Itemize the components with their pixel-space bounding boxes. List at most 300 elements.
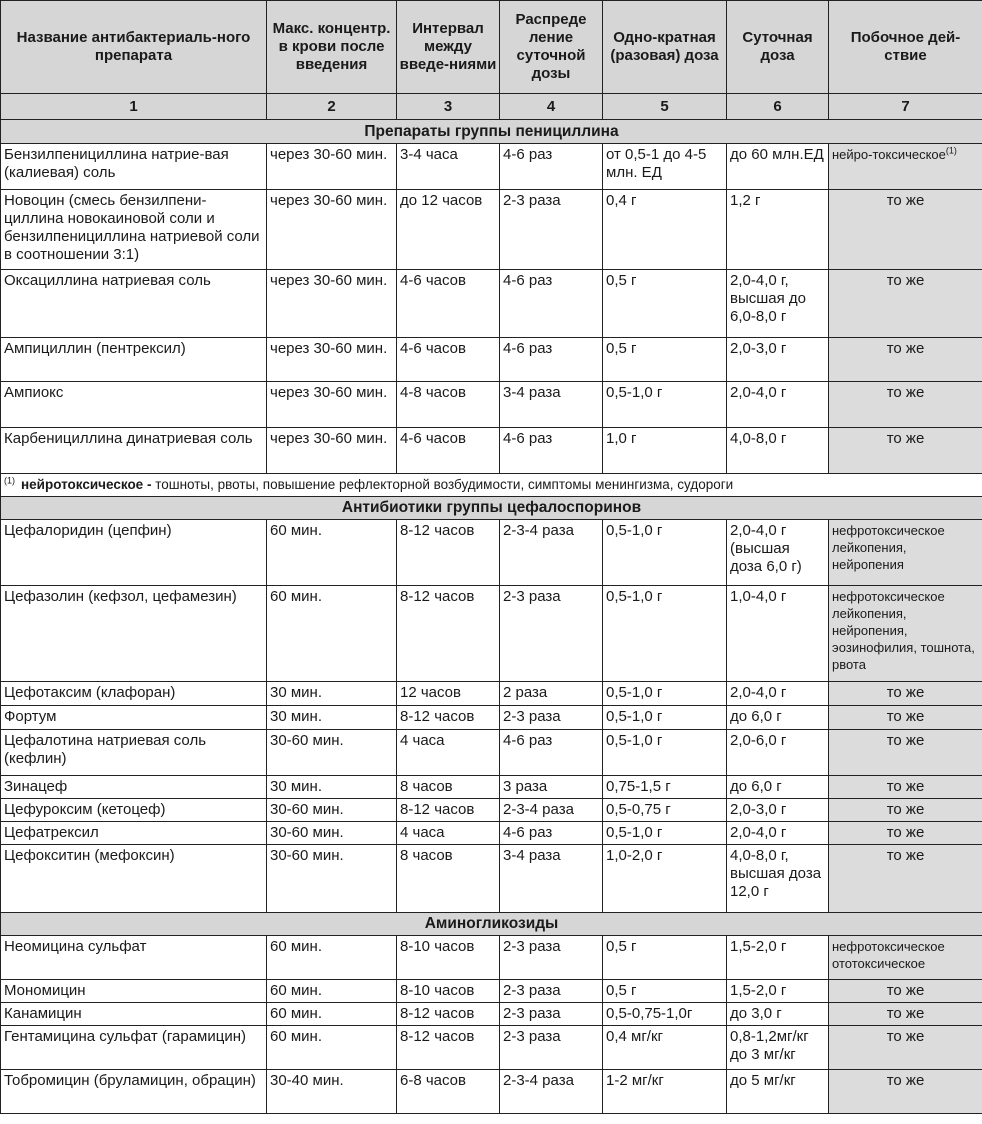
max-concentration-text: 30 мин. (270, 684, 322, 701)
footnote-marker: (1) (945, 145, 957, 156)
column-number: 6 (727, 94, 829, 120)
max-concentration (267, 338, 397, 382)
drug-name (1, 730, 267, 776)
max-concentration (267, 799, 397, 822)
drug-name-text: Цефокситин (мефоксин) (4, 847, 175, 864)
side-effect-text: нефротоксическое лейкопения, нейропения (832, 523, 945, 572)
dose-interval-text: 8-10 часов (400, 982, 475, 999)
drug-name-text: Оксациллина натриевая соль (4, 272, 211, 289)
side-effect-text: то же (886, 430, 925, 447)
daily-dose-text: 2,0-4,0 г, высшая до 6,0-8,0 г (730, 272, 807, 325)
daily-dose (727, 586, 829, 682)
footnote (1, 474, 982, 497)
drug-name-text: Ампициллин (пентрексил) (4, 340, 186, 357)
single-dose-text: 1,0-2,0 г (606, 847, 663, 864)
single-dose-text: 0,5-0,75-1,0г (606, 1005, 693, 1022)
single-dose-text: 0,5 г (606, 982, 637, 999)
side-effect-text: нейро-токсическое (832, 147, 946, 162)
dose-interval-text: 8-12 часов (400, 801, 475, 818)
drug-name-text: Канамицин (4, 1005, 82, 1022)
drug-name-text: Тобромицин (бруламицин, обрацин) (4, 1072, 256, 1089)
daily-dose (727, 730, 829, 776)
max-concentration-text: 60 мин. (270, 982, 322, 999)
max-concentration (267, 382, 397, 428)
daily-dose (727, 706, 829, 730)
drug-name (1, 845, 267, 913)
table-row (1, 936, 982, 980)
single-dose (603, 706, 727, 730)
column-number: 1 (1, 94, 267, 120)
side-effect (829, 1070, 982, 1114)
daily-dose (727, 980, 829, 1003)
max-concentration-text: 30-60 мин. (270, 824, 344, 841)
daily-dose (727, 776, 829, 799)
table-row (1, 682, 982, 706)
drug-name (1, 682, 267, 706)
dose-distribution (500, 776, 603, 799)
column-number: 2 (267, 94, 397, 120)
dose-interval-text: 8 часов (400, 778, 453, 795)
side-effect-text: то же (886, 1005, 925, 1022)
side-effect (829, 706, 982, 730)
dose-distribution (500, 936, 603, 980)
single-dose-text: 1,0 г (606, 430, 637, 447)
single-dose (603, 730, 727, 776)
column-number: 4 (500, 94, 603, 120)
drug-name-text: Цефуроксим (кетоцеф) (4, 801, 166, 818)
dose-interval-text: 6-8 часов (400, 1072, 466, 1089)
single-dose (603, 799, 727, 822)
daily-dose (727, 1026, 829, 1070)
dose-interval-text: 4-6 часов (400, 430, 466, 447)
single-dose (603, 776, 727, 799)
table-row (1, 1003, 982, 1026)
dose-interval (397, 520, 500, 586)
single-dose-text: от 0,5-1 до 4-5 млн. ЕД (606, 146, 707, 181)
single-dose-text: 0,4 г (606, 192, 637, 209)
drug-name (1, 520, 267, 586)
header-daily-dose: Суточная доза (727, 1, 829, 94)
drug-name-text: Зинацеф (4, 778, 68, 795)
drug-name (1, 980, 267, 1003)
drug-name-text: Фортум (4, 708, 57, 725)
dose-interval (397, 730, 500, 776)
max-concentration-text: 30 мин. (270, 708, 322, 725)
header-distribution: Распреде ление суточной дозы (500, 1, 603, 94)
single-dose (603, 338, 727, 382)
side-effect (829, 822, 982, 845)
side-effect (829, 730, 982, 776)
daily-dose-text: до 60 млн.ЕД (730, 146, 824, 163)
daily-dose-text: 1,5-2,0 г (730, 982, 787, 999)
dose-distribution-text: 4-6 раз (503, 824, 553, 841)
max-concentration (267, 682, 397, 706)
drug-name-text: Цефатрексил (4, 824, 99, 841)
side-effect (829, 190, 982, 270)
drug-name-text: Цефазолин (кефзол, цефамезин) (4, 588, 237, 605)
dose-interval-text: 8-12 часов (400, 522, 475, 539)
max-concentration-text: через 30-60 мин. (270, 340, 388, 357)
dose-interval (397, 1026, 500, 1070)
max-concentration (267, 270, 397, 338)
side-effect (829, 144, 982, 190)
side-effect-text: то же (886, 778, 925, 795)
dose-interval-text: 3-4 часа (400, 146, 458, 163)
header-side-effect: Побочное дей-ствие (829, 1, 982, 94)
max-concentration-text: 30-60 мин. (270, 732, 344, 749)
max-concentration (267, 776, 397, 799)
dose-distribution-text: 4-6 раз (503, 146, 553, 163)
drug-name (1, 1070, 267, 1114)
max-concentration (267, 845, 397, 913)
max-concentration-text: 30-40 мин. (270, 1072, 344, 1089)
drug-name (1, 706, 267, 730)
daily-dose (727, 382, 829, 428)
daily-dose (727, 822, 829, 845)
table-row (1, 520, 982, 586)
daily-dose (727, 1070, 829, 1114)
side-effect-text: нефротоксическое ототоксическое (832, 939, 945, 971)
drug-name (1, 586, 267, 682)
drug-name (1, 144, 267, 190)
daily-dose-text: до 5 мг/кг (730, 1072, 796, 1089)
dose-distribution (500, 428, 603, 474)
drug-name-text: Гентамицина сульфат (гарамицин) (4, 1028, 246, 1045)
side-effect (829, 776, 982, 799)
single-dose (603, 936, 727, 980)
dose-distribution-text: 3 раза (503, 778, 548, 795)
group-title: Аминогликозиды (1, 913, 982, 936)
table-row (1, 428, 982, 474)
dose-distribution (500, 799, 603, 822)
dose-interval (397, 799, 500, 822)
max-concentration-text: 60 мин. (270, 938, 322, 955)
dose-interval (397, 1003, 500, 1026)
column-number: 7 (829, 94, 982, 120)
max-concentration-text: 30 мин. (270, 778, 322, 795)
drug-name-text: Мономицин (4, 982, 86, 999)
column-numbers-row (1, 94, 982, 120)
dose-interval-text: 12 часов (400, 684, 461, 701)
dose-interval (397, 270, 500, 338)
drug-name-text: Ампиокс (4, 384, 64, 401)
daily-dose-text: 1,5-2,0 г (730, 938, 787, 955)
max-concentration (267, 980, 397, 1003)
dose-distribution-text: 2-3-4 раза (503, 522, 574, 539)
group-header-row (1, 120, 982, 144)
single-dose (603, 144, 727, 190)
dose-distribution (500, 586, 603, 682)
table-row (1, 144, 982, 190)
footnote-text: тошноты, рвоты, повышение рефлекторной возбудимости, симптомы менингизма, судороги (151, 477, 734, 492)
max-concentration-text: через 30-60 мин. (270, 272, 388, 289)
dose-distribution-text: 2-3 раза (503, 982, 561, 999)
side-effect-text: то же (886, 1072, 925, 1089)
dose-distribution-text: 4-6 раз (503, 732, 553, 749)
daily-dose-text: 1,2 г (730, 192, 761, 209)
drug-name (1, 1003, 267, 1026)
max-concentration-text: 60 мин. (270, 1005, 322, 1022)
single-dose (603, 1003, 727, 1026)
drug-name (1, 190, 267, 270)
daily-dose (727, 520, 829, 586)
daily-dose-text: 2,0-6,0 г (730, 732, 787, 749)
daily-dose-text: 2,0-3,0 г (730, 801, 787, 818)
max-concentration (267, 190, 397, 270)
side-effect (829, 520, 982, 586)
side-effect (829, 270, 982, 338)
side-effect-text: то же (886, 801, 925, 818)
dose-distribution (500, 730, 603, 776)
single-dose-text: 0,5 г (606, 340, 637, 357)
single-dose-text: 0,5-1,0 г (606, 708, 663, 725)
table-row (1, 382, 982, 428)
daily-dose-text: до 6,0 г (730, 708, 782, 725)
dose-distribution (500, 190, 603, 270)
dose-distribution-text: 4-6 раз (503, 340, 553, 357)
dose-interval-text: 8-10 часов (400, 938, 475, 955)
side-effect-text: то же (886, 192, 925, 209)
dose-interval (397, 776, 500, 799)
side-effect (829, 682, 982, 706)
column-number: 5 (603, 94, 727, 120)
single-dose (603, 270, 727, 338)
daily-dose (727, 190, 829, 270)
single-dose-text: 0,5 г (606, 272, 637, 289)
daily-dose (727, 1003, 829, 1026)
dose-distribution (500, 682, 603, 706)
dose-interval (397, 845, 500, 913)
dose-distribution (500, 1026, 603, 1070)
side-effect (829, 936, 982, 980)
dose-distribution-text: 2-3 раза (503, 938, 561, 955)
table-row (1, 1070, 982, 1114)
dose-interval-text: 8 часов (400, 847, 453, 864)
single-dose (603, 682, 727, 706)
max-concentration (267, 1026, 397, 1070)
dose-interval (397, 190, 500, 270)
dose-distribution-text: 4-6 раз (503, 272, 553, 289)
daily-dose-text: 2,0-3,0 г (730, 340, 787, 357)
side-effect (829, 1026, 982, 1070)
dose-interval (397, 144, 500, 190)
header-single-dose: Одно-кратная (разовая) доза (603, 1, 727, 94)
side-effect-text: то же (886, 982, 925, 999)
dose-distribution (500, 845, 603, 913)
dose-distribution-text: 2 раза (503, 684, 548, 701)
single-dose-text: 1-2 мг/кг (606, 1072, 664, 1089)
dose-distribution (500, 520, 603, 586)
table-row (1, 776, 982, 799)
dose-distribution-text: 3-4 раза (503, 847, 561, 864)
daily-dose (727, 799, 829, 822)
dose-interval (397, 428, 500, 474)
footnote-marker: (1) (4, 475, 15, 486)
single-dose (603, 428, 727, 474)
single-dose (603, 980, 727, 1003)
dose-interval (397, 822, 500, 845)
header-name: Название антибактериаль-ного препарата (1, 1, 267, 94)
daily-dose-text: до 6,0 г (730, 778, 782, 795)
max-concentration (267, 1070, 397, 1114)
dose-interval-text: 8-12 часов (400, 1028, 475, 1045)
daily-dose (727, 144, 829, 190)
table-row (1, 1026, 982, 1070)
single-dose-text: 0,4 мг/кг (606, 1028, 664, 1045)
table-row (1, 190, 982, 270)
drug-name (1, 799, 267, 822)
side-effect-text: то же (886, 384, 925, 401)
dose-distribution-text: 3-4 раза (503, 384, 561, 401)
table-row (1, 706, 982, 730)
dose-interval-text: до 12 часов (400, 192, 483, 209)
group-header-row (1, 497, 982, 520)
drug-name-text: Бензилпенициллина натрие-вая (калиевая) соль (4, 146, 229, 181)
side-effect-text: то же (886, 824, 925, 841)
side-effect (829, 338, 982, 382)
side-effect (829, 799, 982, 822)
side-effect-text: то же (886, 684, 925, 701)
drug-name (1, 822, 267, 845)
side-effect-text: нефротоксическое лейкопения, нейропения, эозинофилия, тошнота, рвота (832, 589, 975, 672)
header-row (1, 1, 982, 94)
drug-name (1, 1026, 267, 1070)
side-effect (829, 980, 982, 1003)
drug-name-text: Цефотаксим (клафоран) (4, 684, 176, 701)
group-header-row (1, 913, 982, 936)
daily-dose (727, 270, 829, 338)
dose-interval (397, 382, 500, 428)
side-effect-text: то же (886, 1028, 925, 1045)
max-concentration-text: 30-60 мин. (270, 801, 344, 818)
table-row (1, 270, 982, 338)
group-title: Препараты группы пенициллина (1, 120, 982, 144)
table-row (1, 822, 982, 845)
table-row (1, 845, 982, 913)
single-dose (603, 1070, 727, 1114)
drug-name-text: Карбенициллина динатриевая соль (4, 430, 253, 447)
group-title: Антибиотики группы цефалоспоринов (1, 497, 982, 520)
dose-interval-text: 8-12 часов (400, 1005, 475, 1022)
max-concentration (267, 1003, 397, 1026)
side-effect-text: то же (886, 732, 925, 749)
single-dose (603, 845, 727, 913)
single-dose (603, 1026, 727, 1070)
max-concentration (267, 520, 397, 586)
single-dose (603, 520, 727, 586)
drug-name (1, 270, 267, 338)
drug-name-text: Новоцин (смесь бензилпени-циллина новокаиновой соли и бензилпенициллина натриевой соли в соотношении 3:1) (4, 192, 260, 263)
daily-dose-text: 4,0-8,0 г (730, 430, 787, 447)
single-dose-text: 0,75-1,5 г (606, 778, 671, 795)
table-row (1, 980, 982, 1003)
single-dose-text: 0,5-1,0 г (606, 588, 663, 605)
column-number: 3 (397, 94, 500, 120)
daily-dose-text: 2,0-4,0 г (730, 824, 787, 841)
daily-dose-text: 4,0-8,0 г, высшая доза 12,0 г (730, 847, 822, 900)
dose-interval-text: 4-8 часов (400, 384, 466, 401)
single-dose (603, 190, 727, 270)
daily-dose-text: 2,0-4,0 г (730, 684, 787, 701)
dose-distribution-text: 2-3-4 раза (503, 1072, 574, 1089)
dose-distribution (500, 1003, 603, 1026)
max-concentration (267, 936, 397, 980)
single-dose (603, 822, 727, 845)
max-concentration-text: 60 мин. (270, 522, 322, 539)
single-dose-text: 0,5-1,0 г (606, 824, 663, 841)
dose-interval (397, 1070, 500, 1114)
dose-interval-text: 4 часа (400, 824, 445, 841)
footnote-term: нейротоксическое - (21, 477, 152, 492)
dose-interval-text: 4 часа (400, 732, 445, 749)
single-dose-text: 0,5-1,0 г (606, 732, 663, 749)
dose-distribution (500, 144, 603, 190)
daily-dose-text: 1,0-4,0 г (730, 588, 787, 605)
dose-interval (397, 338, 500, 382)
drug-name (1, 338, 267, 382)
max-concentration-text: 60 мин. (270, 588, 322, 605)
max-concentration (267, 706, 397, 730)
side-effect-text: то же (886, 847, 925, 864)
side-effect-text: то же (886, 340, 925, 357)
dose-distribution (500, 822, 603, 845)
drug-name-text: Неомицина сульфат (4, 938, 147, 955)
daily-dose-text: 2,0-4,0 г (высшая доза 6,0 г) (730, 522, 802, 575)
drug-name (1, 428, 267, 474)
max-concentration (267, 586, 397, 682)
dose-interval-text: 8-12 часов (400, 588, 475, 605)
max-concentration-text: через 30-60 мин. (270, 430, 388, 447)
dose-distribution-text: 4-6 раз (503, 430, 553, 447)
dose-distribution-text: 2-3-4 раза (503, 801, 574, 818)
drug-name-text: Цефалотина натриевая соль (кефлин) (4, 732, 207, 767)
dose-interval (397, 980, 500, 1003)
max-concentration-text: 30-60 мин. (270, 847, 344, 864)
daily-dose (727, 936, 829, 980)
dose-interval-text: 4-6 часов (400, 272, 466, 289)
dose-interval (397, 936, 500, 980)
table-row (1, 338, 982, 382)
single-dose (603, 586, 727, 682)
side-effect-text: то же (886, 708, 925, 725)
side-effect (829, 382, 982, 428)
table-row (1, 730, 982, 776)
dose-distribution-text: 2-3 раза (503, 192, 561, 209)
single-dose-text: 0,5-1,0 г (606, 684, 663, 701)
drug-name (1, 776, 267, 799)
side-effect (829, 586, 982, 682)
dose-distribution (500, 382, 603, 428)
daily-dose-text: до 3,0 г (730, 1005, 782, 1022)
single-dose-text: 0,5-1,0 г (606, 384, 663, 401)
dose-distribution-text: 2-3 раза (503, 1028, 561, 1045)
dose-distribution (500, 1070, 603, 1114)
side-effect (829, 428, 982, 474)
dose-distribution (500, 706, 603, 730)
daily-dose (727, 338, 829, 382)
side-effect-text: то же (886, 272, 925, 289)
max-concentration (267, 144, 397, 190)
drug-name (1, 382, 267, 428)
footnote-row (1, 474, 982, 497)
dose-interval (397, 586, 500, 682)
side-effect (829, 845, 982, 913)
max-concentration-text: через 30-60 мин. (270, 146, 388, 163)
single-dose-text: 0,5-0,75 г (606, 801, 671, 818)
table-row (1, 586, 982, 682)
max-concentration (267, 822, 397, 845)
dose-distribution-text: 2-3 раза (503, 588, 561, 605)
